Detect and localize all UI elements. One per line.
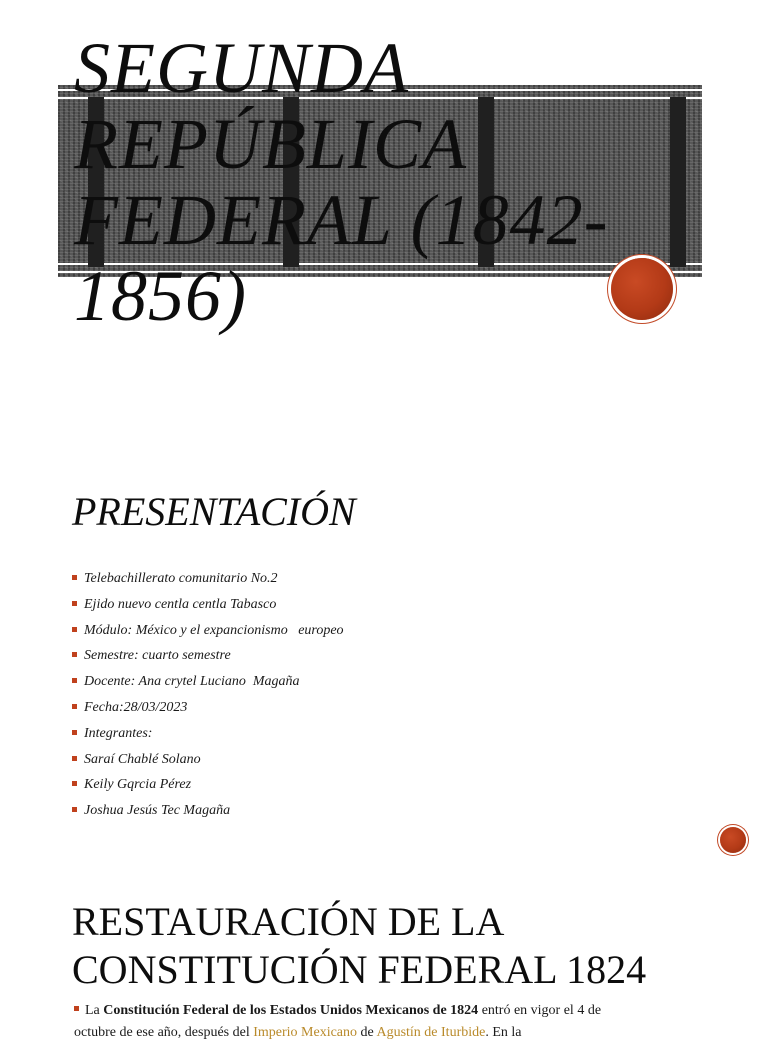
list-item — [72, 643, 344, 669]
restauracion-title — [72, 898, 732, 994]
bullet-icon — [72, 575, 77, 580]
presentation-list — [72, 566, 344, 824]
banner-post — [670, 97, 686, 267]
title-line: CONSTITUCIÓN FEDERAL 1824 — [72, 947, 647, 992]
list-item-text: Módulo: México y el expancionismo europeo — [84, 622, 344, 638]
list-item — [72, 566, 344, 592]
bullet-icon — [72, 601, 77, 606]
list-item-text: Semestre: cuarto semestre — [84, 648, 231, 664]
title-slide — [0, 0, 768, 450]
list-item-text: Fecha:28/03/2023 — [84, 699, 188, 715]
imperio-mexicano-link[interactable]: Imperio Mexicano — [253, 1025, 358, 1040]
slide-title — [74, 30, 634, 334]
bullet-icon — [72, 781, 77, 786]
para-text: de — [357, 1025, 377, 1040]
decorative-orb — [611, 258, 673, 320]
body-paragraph — [74, 1000, 694, 1044]
list-item — [72, 747, 344, 773]
bullet-icon — [72, 627, 77, 632]
title-line: RESTAURACIÓN DE LA — [72, 899, 505, 944]
bullet-icon — [74, 1006, 79, 1011]
list-item-text: Ejido nuevo centla centla Tabasco — [84, 596, 277, 612]
bullet-icon — [72, 807, 77, 812]
para-text: entró en vigor el 4 de — [478, 1003, 602, 1018]
list-item — [72, 772, 344, 798]
list-item — [72, 721, 344, 747]
decorative-orb — [720, 827, 746, 853]
bullet-icon — [72, 704, 77, 709]
bullet-icon — [72, 652, 77, 657]
list-item — [72, 618, 344, 644]
bullet-icon — [72, 730, 77, 735]
bullet-icon — [72, 756, 77, 761]
list-item-text: Integrantes: — [84, 725, 153, 741]
title-line: 1856) — [74, 256, 247, 336]
para-text: . En la — [485, 1025, 522, 1040]
presentation-title: PRESENTACIÓN — [72, 489, 356, 534]
list-item — [72, 669, 344, 695]
presentation-slide — [0, 450, 768, 870]
para-text: octubre de ese año, después del — [74, 1025, 254, 1040]
list-item — [72, 592, 344, 618]
list-item-text: Keily Gqrcia Pérez — [84, 777, 192, 793]
bullet-icon — [72, 678, 77, 683]
para-bold-text: Constitución Federal de los Estados Unidos Mexicanos de 1824 — [103, 1003, 479, 1018]
list-item-text: Telebachillerato comunitario No.2 — [84, 571, 278, 586]
list-item — [72, 798, 344, 824]
restauracion-slide — [0, 870, 768, 1040]
list-item-text: Joshua Jesús Tec Magaña — [84, 803, 231, 819]
title-line: FEDERAL (1842- — [74, 180, 609, 260]
list-item-text: Saraí Chablé Solano — [84, 751, 201, 767]
title-line: REPÚBLICA — [74, 104, 467, 184]
para-text: La — [85, 1003, 104, 1018]
list-item — [72, 695, 344, 721]
list-item-text: Docente: Ana crytel Luciano Magaña — [84, 674, 300, 690]
title-line: SEGUNDA — [74, 28, 409, 108]
agustin-de-iturbide-link[interactable]: Agustín de Iturbide — [376, 1025, 486, 1040]
